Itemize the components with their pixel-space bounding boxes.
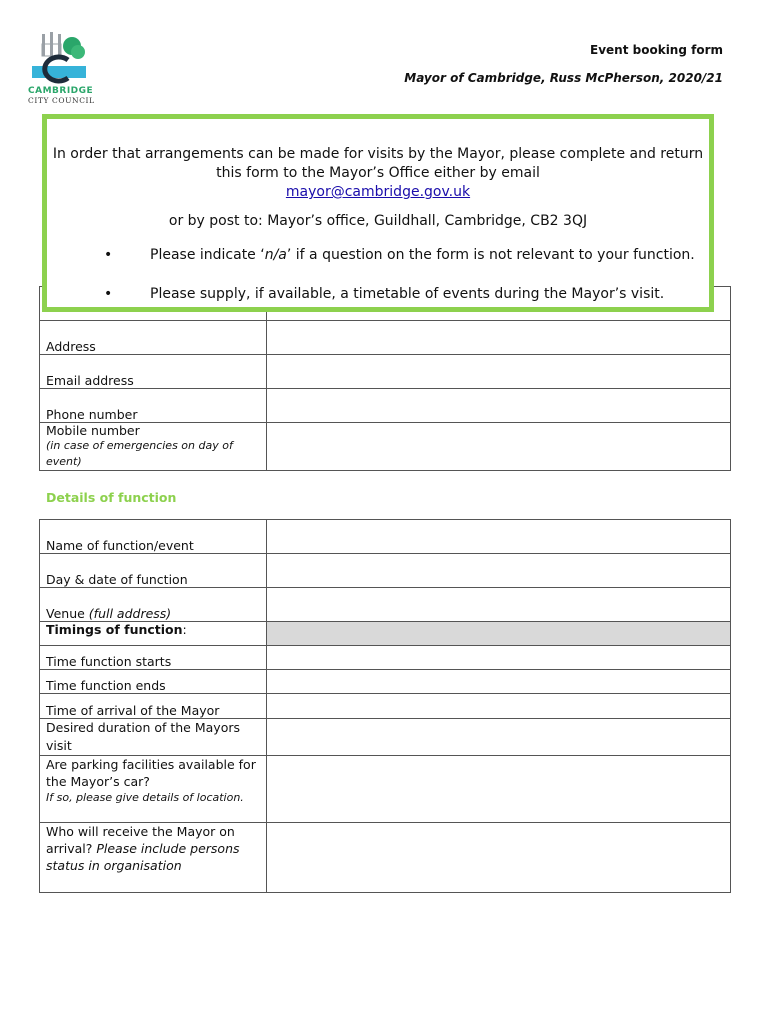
instructions-intro-text: In order that arrangements can be made for visits by the Mayor, please complete and return this form to the Mayor’s Office either by email [52, 146, 704, 181]
instruction-bullet-na [104, 246, 699, 265]
logo-word-city-council: CITY COUNCIL [28, 96, 95, 105]
function-section-title: Details of function [46, 490, 177, 505]
instruction-bullet-timetable [104, 285, 699, 304]
instructions-box [42, 114, 714, 312]
cambridge-city-council-logo [26, 30, 102, 106]
parking-note: If so, please give details of location. [46, 791, 244, 804]
venue-label: Venue (full address) [40, 588, 267, 622]
function-name-label: Name of function/event [40, 520, 267, 554]
function-name-field[interactable] [267, 520, 731, 554]
parking-field[interactable] [267, 756, 731, 823]
end-time-label: Time function ends [40, 670, 267, 694]
address-field[interactable] [267, 321, 731, 355]
contact-details-table [39, 286, 731, 471]
mobile-label-note: (in case of emergencies on day of event) [46, 439, 233, 468]
venue-note: (full address) [88, 606, 172, 621]
bullet-text: Please indicate ‘n/a’ if a question on the form is not relevant to your function. [150, 247, 695, 263]
mobile-label [40, 423, 267, 471]
mobile-field[interactable] [267, 423, 731, 471]
mayor-email-link[interactable]: mayor@cambridge.gov.uk [285, 184, 471, 200]
function-date-field[interactable] [267, 554, 731, 588]
visit-duration-label: Desired duration of the Mayors visit [40, 719, 267, 756]
start-time-label: Time function starts [40, 646, 267, 670]
email-label: Email address [40, 355, 267, 389]
venue-field[interactable] [267, 588, 731, 622]
phone-label: Phone number [40, 389, 267, 423]
reception-question: Who will receive the Mayor on arrival? [46, 824, 235, 856]
mobile-label-text: Mobile number [46, 423, 140, 438]
start-time-field[interactable] [267, 646, 731, 670]
bullet-text: Please supply, if available, a timetable of events during the Mayor’s visit. [150, 286, 665, 302]
arrival-time-label: Time of arrival of the Mayor [40, 694, 267, 719]
logo-word-cambridge: CAMBRIDGE [28, 86, 94, 96]
parking-label [40, 756, 267, 823]
form-subtitle: Mayor of Cambridge, Russ McPherson, 2020/21 [404, 71, 723, 85]
form-title: Event booking form [590, 43, 723, 57]
bullet-dot: • [104, 286, 113, 302]
email-field[interactable] [267, 355, 731, 389]
address-label: Address [40, 321, 267, 355]
function-date-label: Day & date of function [40, 554, 267, 588]
phone-field[interactable] [267, 389, 731, 423]
reception-label [40, 823, 267, 893]
parking-question: Are parking facilities available for the Mayor’s car? [46, 757, 256, 789]
instructions-post-address: or by post to: Mayor’s office, Guildhall, Cambridge, CB2 3QJ [168, 213, 588, 229]
timings-shaded-cell [267, 622, 731, 646]
arrival-time-field[interactable] [267, 694, 731, 719]
reception-note: Please include persons status in organisation [46, 841, 240, 873]
reception-field[interactable] [267, 823, 731, 893]
visit-duration-field[interactable] [267, 719, 731, 756]
bullet-dot: • [104, 247, 113, 263]
function-details-table [39, 519, 731, 893]
instructions-intro [47, 145, 709, 202]
timings-heading: Timings of function: [40, 622, 267, 646]
end-time-field[interactable] [267, 670, 731, 694]
council-crest-icon [28, 30, 88, 86]
